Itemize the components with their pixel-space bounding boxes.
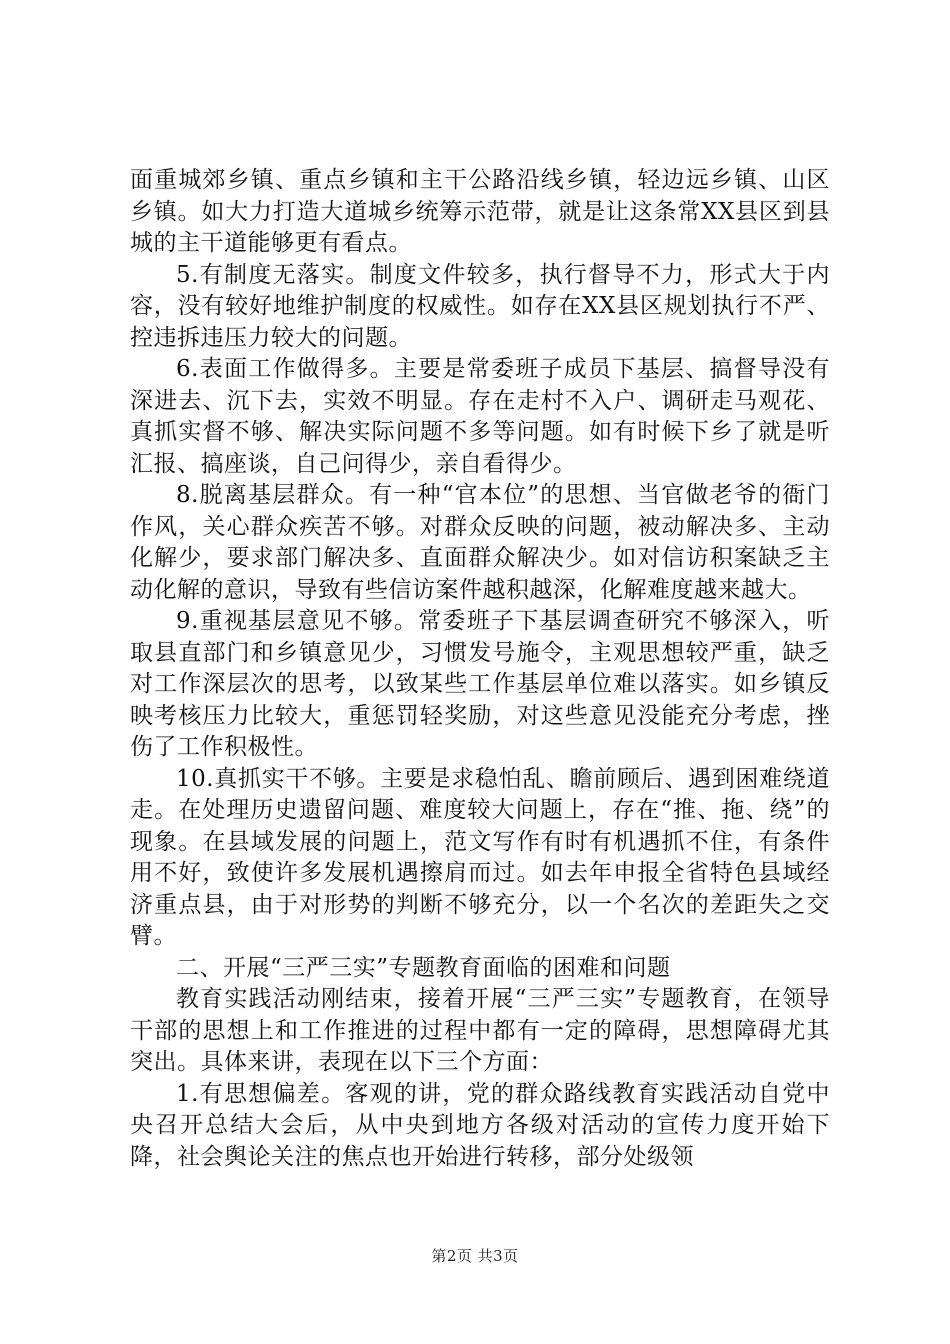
paragraph-item-1: 1.有思想偏差。客观的讲，党的群众路线教育实践活动自党中央召开总结大会后，从中央到地方各级对活动的宣传力度开始下降，社会舆论关注的焦点也开始进行转移，部分处级领 <box>130 1080 830 1170</box>
paragraph-item-9: 9.重视基层意见不够。常委班子下基层调查研究不够深入，听取县直部门和乡镇意见少，习惯发号施令，主观思想较严重，缺乏对工作深层次的思考，以致某些工作基层单位难以落实。如乡镇反映考核压力比较大，重惩罚轻奖励，对这些意见没能充分考虑，挫伤了工作积极性。 <box>130 608 830 760</box>
document-body <box>130 165 830 1173</box>
paragraph-item-6: 6.表面工作做得多。主要是常委班子成员下基层、搞督导没有深进去、沉下去，实效不明显。存在走村不入户、调研走马观花、真抓实督不够、解决实际问题不多等问题。如有时候下乡了就是听汇报、搞座谈，自己问得少，亲自看得少。 <box>130 356 830 477</box>
paragraph-item-5: 5.有制度无落实。制度文件较多，执行督导不力，形式大于内容，没有较好地维护制度的权威性。如存在XX县区规划执行不严、控违拆违压力较大的问题。 <box>130 261 830 351</box>
paragraph-continuation: 面重城郊乡镇、重点乡镇和主干公路沿线乡镇，轻边远乡镇、山区乡镇。如大力打造大道城乡统筹示范带，就是让这条常XX县区到县城的主干道能够更有看点。 <box>130 167 830 256</box>
paragraph-item-8: 8.脱离基层群众。有一种“官本位”的思想、当官做老爷的衙门作风，关心群众疾苦不够。对群众反映的问题，被动解决多、主动化解少，要求部门解决多、直面群众解决少。如对信访积案缺乏主动化解的意识，导致有些信访案件越积越深，化解难度越来越大。 <box>130 482 830 603</box>
section-heading-2: 二、开展“三严三实”专题教育面临的困难和问题 <box>176 954 671 981</box>
paragraph-intro: 教育实践活动刚结束，接着开展“三严三实”专题教育，在领导干部的思想上和工作推进的过程中都有一定的障碍，思想障碍尤其突出。具体来讲，表现在以下三个方面： <box>130 986 830 1075</box>
paragraph-item-10: 10.真抓实干不够。主要是求稳怕乱、瞻前顾后、遇到困难绕道走。在处理历史遗留问题、难度较大问题上，存在“推、拖、绕”的现象。在县域发展的问题上，范文写作有时有机遇抓不住，有条件用不好，致使许多发展机遇擦肩而过。如去年申报全省特色县域经济重点县，由于对形势的判断不够充分，以一个名次的差距失之交臂。 <box>130 765 830 949</box>
page-footer: 第2页 共3页 <box>431 1247 519 1265</box>
